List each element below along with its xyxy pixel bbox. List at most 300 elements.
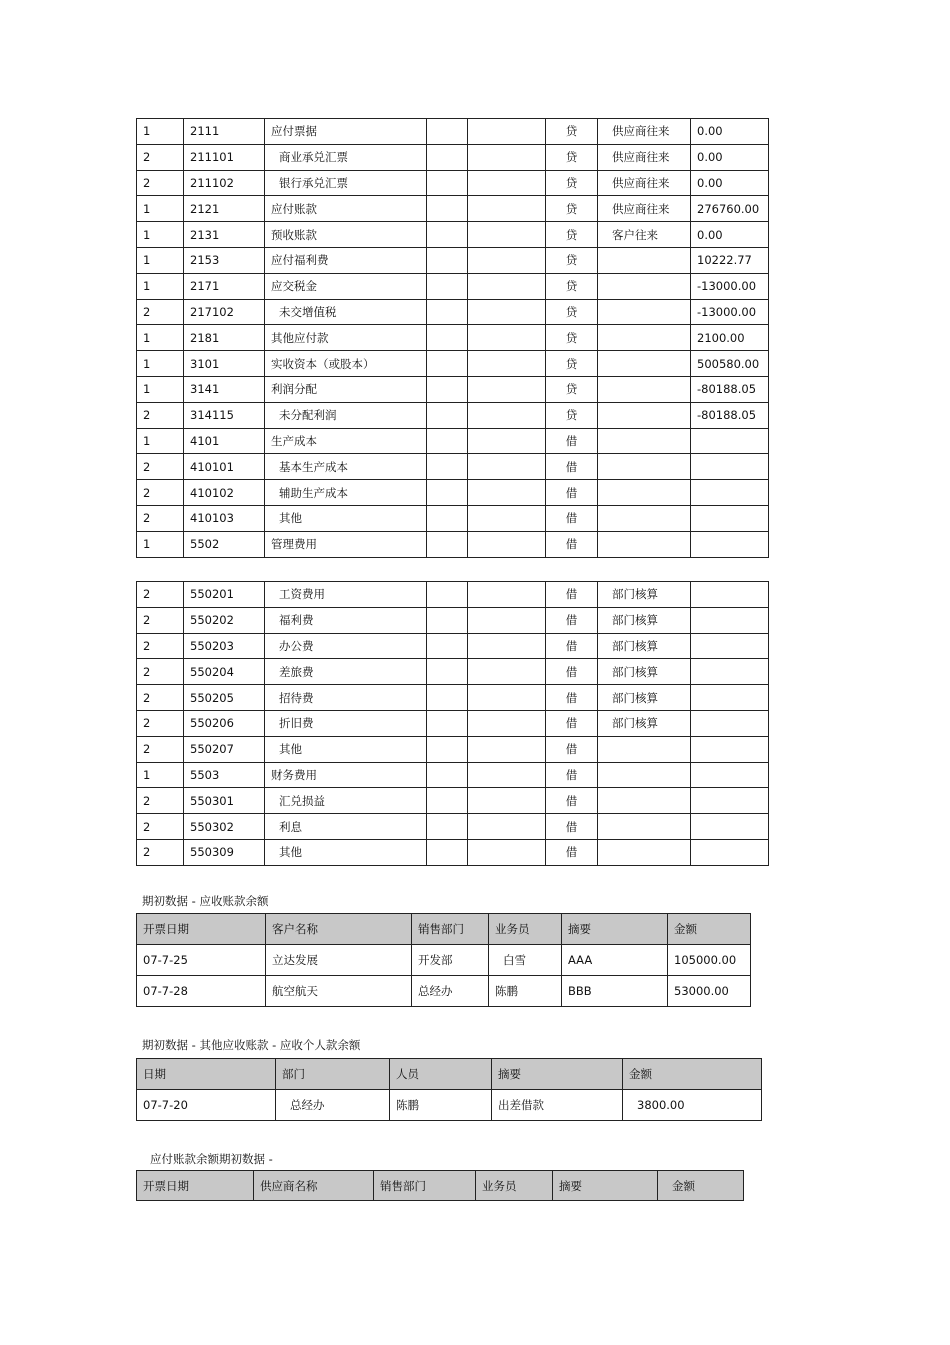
balance-cell: 276760.00 [691, 196, 769, 222]
code-cell: 550301 [184, 788, 265, 814]
code-cell: 410102 [184, 480, 265, 506]
balance-cell: 0.00 [691, 170, 769, 196]
code-cell: 550204 [184, 659, 265, 685]
name-cell: 实收资本（或股本） [265, 351, 427, 377]
empty-cell [427, 351, 468, 377]
direction-cell: 贷 [546, 119, 598, 145]
empty-cell [468, 505, 546, 531]
balance-cell [691, 736, 769, 762]
empty-cell [427, 376, 468, 402]
summary-cell: 出差借款 [492, 1090, 623, 1121]
empty-cell [468, 736, 546, 762]
salesperson-cell: 白雪 [489, 945, 562, 976]
date-cell: 07-7-25 [137, 945, 266, 976]
aux-cell: 供应商往来 [598, 170, 691, 196]
aux-cell: 部门核算 [598, 659, 691, 685]
empty-cell [427, 119, 468, 145]
aux-cell [598, 736, 691, 762]
header-cell: 人员 [390, 1059, 492, 1090]
other-receivable-caption: 期初数据 - 其他应收账款 - 应收个人款余额 [142, 1038, 361, 1052]
balance-cell: 0.00 [691, 119, 769, 145]
balance-cell [691, 839, 769, 865]
direction-cell: 借 [546, 814, 598, 840]
empty-cell [468, 247, 546, 273]
aux-cell: 部门核算 [598, 710, 691, 736]
name-cell: 管理费用 [265, 531, 427, 557]
direction-cell: 借 [546, 685, 598, 711]
balance-cell [691, 633, 769, 659]
balance-cell [691, 505, 769, 531]
table-row [137, 633, 769, 659]
aux-cell [598, 299, 691, 325]
aux-cell [598, 839, 691, 865]
table-row [137, 325, 769, 351]
name-cell: 利润分配 [265, 376, 427, 402]
direction-cell: 贷 [546, 247, 598, 273]
name-cell: 其他 [265, 736, 427, 762]
direction-cell: 贷 [546, 376, 598, 402]
other-receivable-header-row [137, 1059, 762, 1090]
header-cell: 金额 [623, 1059, 762, 1090]
name-cell: 应付账款 [265, 196, 427, 222]
code-cell: 550309 [184, 839, 265, 865]
name-cell: 财务费用 [265, 762, 427, 788]
balance-cell [691, 710, 769, 736]
table-row [137, 710, 769, 736]
table-row [137, 222, 769, 248]
code-cell: 5502 [184, 531, 265, 557]
balance-cell: -13000.00 [691, 299, 769, 325]
header-cell: 开票日期 [137, 1171, 254, 1201]
name-cell: 应付福利费 [265, 247, 427, 273]
level-cell: 1 [137, 376, 184, 402]
aux-cell [598, 402, 691, 428]
empty-cell [427, 839, 468, 865]
empty-cell [427, 788, 468, 814]
empty-cell [427, 531, 468, 557]
empty-cell [427, 582, 468, 608]
header-cell: 客户名称 [266, 914, 412, 945]
name-cell: 商业承兑汇票 [265, 144, 427, 170]
department-cell: 开发部 [412, 945, 489, 976]
direction-cell: 借 [546, 531, 598, 557]
direction-cell: 借 [546, 505, 598, 531]
header-cell: 销售部门 [412, 914, 489, 945]
amount-cell: 105000.00 [668, 945, 751, 976]
table-row [137, 299, 769, 325]
other-receivable-table [136, 1058, 762, 1121]
receivable-header-row [137, 914, 751, 945]
balance-cell [691, 531, 769, 557]
balance-cell [691, 428, 769, 454]
level-cell: 1 [137, 247, 184, 273]
direction-cell: 借 [546, 454, 598, 480]
table-row [137, 196, 769, 222]
level-cell: 1 [137, 762, 184, 788]
name-cell: 招待费 [265, 685, 427, 711]
table-row [137, 402, 769, 428]
receivable-table [136, 913, 751, 1007]
header-cell: 摘要 [562, 914, 668, 945]
level-cell: 2 [137, 839, 184, 865]
payable-header-row [137, 1171, 744, 1201]
level-cell: 2 [137, 788, 184, 814]
payable-table [136, 1170, 744, 1201]
balance-cell [691, 685, 769, 711]
name-cell: 福利费 [265, 607, 427, 633]
level-cell: 2 [137, 814, 184, 840]
name-cell: 生产成本 [265, 428, 427, 454]
aux-cell: 供应商往来 [598, 196, 691, 222]
direction-cell: 贷 [546, 273, 598, 299]
name-cell: 辅助生产成本 [265, 480, 427, 506]
level-cell: 2 [137, 736, 184, 762]
table-row [137, 976, 751, 1007]
aux-cell [598, 325, 691, 351]
empty-cell [427, 607, 468, 633]
aux-cell: 供应商往来 [598, 144, 691, 170]
code-cell: 550302 [184, 814, 265, 840]
level-cell: 2 [137, 454, 184, 480]
empty-cell [427, 196, 468, 222]
direction-cell: 借 [546, 839, 598, 865]
balance-cell: -80188.05 [691, 376, 769, 402]
direction-cell: 贷 [546, 325, 598, 351]
aux-cell [598, 788, 691, 814]
direction-cell: 借 [546, 428, 598, 454]
empty-cell [468, 376, 546, 402]
code-cell: 550201 [184, 582, 265, 608]
empty-cell [427, 736, 468, 762]
receivable-caption: 期初数据 - 应收账款余额 [142, 894, 269, 908]
empty-cell [468, 710, 546, 736]
empty-cell [468, 454, 546, 480]
amount-cell: 3800.00 [623, 1090, 762, 1121]
name-cell: 其他 [265, 839, 427, 865]
header-cell: 业务员 [476, 1171, 553, 1201]
direction-cell: 借 [546, 607, 598, 633]
level-cell: 1 [137, 325, 184, 351]
empty-cell [427, 480, 468, 506]
date-cell: 07-7-28 [137, 976, 266, 1007]
direction-cell: 借 [546, 480, 598, 506]
balance-cell [691, 607, 769, 633]
name-cell: 其他应付款 [265, 325, 427, 351]
header-cell: 日期 [137, 1059, 276, 1090]
table-row [137, 685, 769, 711]
summary-cell: BBB [562, 976, 668, 1007]
name-cell: 工资费用 [265, 582, 427, 608]
level-cell: 2 [137, 582, 184, 608]
code-cell: 550203 [184, 633, 265, 659]
name-cell: 利息 [265, 814, 427, 840]
customer-cell: 立达发展 [266, 945, 412, 976]
level-cell: 2 [137, 402, 184, 428]
empty-cell [468, 428, 546, 454]
code-cell: 3141 [184, 376, 265, 402]
empty-cell [427, 633, 468, 659]
direction-cell: 贷 [546, 170, 598, 196]
table-row [137, 607, 769, 633]
code-cell: 550202 [184, 607, 265, 633]
table-row [137, 376, 769, 402]
level-cell: 1 [137, 222, 184, 248]
empty-cell [468, 144, 546, 170]
aux-cell: 部门核算 [598, 607, 691, 633]
header-cell: 供应商名称 [254, 1171, 374, 1201]
empty-cell [468, 299, 546, 325]
subject-table-top [136, 118, 769, 558]
aux-cell: 客户往来 [598, 222, 691, 248]
table-row [137, 247, 769, 273]
level-cell: 2 [137, 299, 184, 325]
empty-cell [427, 659, 468, 685]
aux-cell: 供应商往来 [598, 119, 691, 145]
name-cell: 应交税金 [265, 273, 427, 299]
aux-cell [598, 480, 691, 506]
code-cell: 2171 [184, 273, 265, 299]
aux-cell [598, 454, 691, 480]
date-cell: 07-7-20 [137, 1090, 276, 1121]
aux-cell [598, 814, 691, 840]
empty-cell [427, 170, 468, 196]
aux-cell [598, 505, 691, 531]
table-row [137, 428, 769, 454]
empty-cell [468, 788, 546, 814]
code-cell: 2131 [184, 222, 265, 248]
level-cell: 2 [137, 659, 184, 685]
level-cell: 2 [137, 710, 184, 736]
empty-cell [427, 505, 468, 531]
aux-cell [598, 247, 691, 273]
empty-cell [427, 710, 468, 736]
balance-cell: 500580.00 [691, 351, 769, 377]
empty-cell [468, 659, 546, 685]
name-cell: 折旧费 [265, 710, 427, 736]
balance-cell: 2100.00 [691, 325, 769, 351]
code-cell: 4101 [184, 428, 265, 454]
amount-cell: 53000.00 [668, 976, 751, 1007]
customer-cell: 航空航天 [266, 976, 412, 1007]
direction-cell: 借 [546, 736, 598, 762]
empty-cell [427, 685, 468, 711]
header-cell: 摘要 [492, 1059, 623, 1090]
balance-cell: 10222.77 [691, 247, 769, 273]
empty-cell [468, 839, 546, 865]
payable-caption: 应付账款余额期初数据 - [150, 1152, 273, 1166]
empty-cell [427, 428, 468, 454]
empty-cell [427, 144, 468, 170]
department-cell: 总经办 [412, 976, 489, 1007]
empty-cell [427, 454, 468, 480]
empty-cell [468, 196, 546, 222]
table-row [137, 762, 769, 788]
empty-cell [468, 685, 546, 711]
level-cell: 2 [137, 480, 184, 506]
level-cell: 1 [137, 196, 184, 222]
empty-cell [468, 814, 546, 840]
balance-cell [691, 814, 769, 840]
code-cell: 217102 [184, 299, 265, 325]
table-row [137, 119, 769, 145]
table-row [137, 505, 769, 531]
aux-cell: 部门核算 [598, 582, 691, 608]
empty-cell [468, 222, 546, 248]
name-cell: 应付票据 [265, 119, 427, 145]
table-row [137, 351, 769, 377]
name-cell: 未交增值税 [265, 299, 427, 325]
aux-cell [598, 351, 691, 377]
direction-cell: 借 [546, 659, 598, 685]
aux-cell [598, 273, 691, 299]
code-cell: 5503 [184, 762, 265, 788]
empty-cell [468, 607, 546, 633]
subject-rows-top [137, 119, 769, 558]
header-cell: 业务员 [489, 914, 562, 945]
salesperson-cell: 陈鹏 [489, 976, 562, 1007]
direction-cell: 贷 [546, 402, 598, 428]
name-cell: 差旅费 [265, 659, 427, 685]
code-cell: 550205 [184, 685, 265, 711]
level-cell: 1 [137, 428, 184, 454]
level-cell: 1 [137, 531, 184, 557]
code-cell: 211102 [184, 170, 265, 196]
header-cell: 金额 [658, 1171, 744, 1201]
empty-cell [468, 119, 546, 145]
name-cell: 办公费 [265, 633, 427, 659]
direction-cell: 贷 [546, 351, 598, 377]
empty-cell [468, 480, 546, 506]
table-row [137, 814, 769, 840]
empty-cell [427, 273, 468, 299]
direction-cell: 贷 [546, 144, 598, 170]
name-cell: 基本生产成本 [265, 454, 427, 480]
code-cell: 2181 [184, 325, 265, 351]
aux-cell [598, 376, 691, 402]
code-cell: 2121 [184, 196, 265, 222]
level-cell: 1 [137, 273, 184, 299]
code-cell: 211101 [184, 144, 265, 170]
empty-cell [427, 222, 468, 248]
table-row [137, 839, 769, 865]
level-cell: 2 [137, 144, 184, 170]
header-cell: 部门 [276, 1059, 390, 1090]
balance-cell: -13000.00 [691, 273, 769, 299]
summary-cell: AAA [562, 945, 668, 976]
code-cell: 410103 [184, 505, 265, 531]
level-cell: 2 [137, 633, 184, 659]
balance-cell: -80188.05 [691, 402, 769, 428]
table-row [137, 582, 769, 608]
table-row [137, 531, 769, 557]
name-cell: 预收账款 [265, 222, 427, 248]
table-row [137, 170, 769, 196]
code-cell: 2111 [184, 119, 265, 145]
code-cell: 410101 [184, 454, 265, 480]
code-cell: 3101 [184, 351, 265, 377]
table-row [137, 144, 769, 170]
name-cell: 其他 [265, 505, 427, 531]
level-cell: 2 [137, 685, 184, 711]
name-cell: 未分配利润 [265, 402, 427, 428]
table-row [137, 659, 769, 685]
subject-table-bottom [136, 581, 769, 866]
balance-cell [691, 659, 769, 685]
table-row [137, 454, 769, 480]
empty-cell [468, 402, 546, 428]
level-cell: 2 [137, 170, 184, 196]
table-row [137, 480, 769, 506]
direction-cell: 贷 [546, 222, 598, 248]
empty-cell [468, 633, 546, 659]
code-cell: 2153 [184, 247, 265, 273]
level-cell: 2 [137, 607, 184, 633]
person-cell: 陈鹏 [390, 1090, 492, 1121]
aux-cell: 部门核算 [598, 633, 691, 659]
direction-cell: 贷 [546, 196, 598, 222]
balance-cell [691, 582, 769, 608]
empty-cell [427, 402, 468, 428]
name-cell: 汇兑损益 [265, 788, 427, 814]
empty-cell [427, 299, 468, 325]
aux-cell: 部门核算 [598, 685, 691, 711]
direction-cell: 借 [546, 788, 598, 814]
header-cell: 开票日期 [137, 914, 266, 945]
header-cell: 金额 [668, 914, 751, 945]
table-row [137, 945, 751, 976]
subject-rows-bottom [137, 582, 769, 866]
aux-cell [598, 531, 691, 557]
empty-cell [468, 762, 546, 788]
direction-cell: 借 [546, 633, 598, 659]
empty-cell [468, 531, 546, 557]
header-cell: 销售部门 [374, 1171, 476, 1201]
direction-cell: 贷 [546, 299, 598, 325]
table-row [137, 1090, 762, 1121]
direction-cell: 借 [546, 582, 598, 608]
empty-cell [468, 170, 546, 196]
empty-cell [427, 325, 468, 351]
balance-cell [691, 762, 769, 788]
balance-cell: 0.00 [691, 144, 769, 170]
direction-cell: 借 [546, 710, 598, 736]
empty-cell [468, 582, 546, 608]
balance-cell [691, 454, 769, 480]
level-cell: 2 [137, 505, 184, 531]
code-cell: 550206 [184, 710, 265, 736]
table-row [137, 273, 769, 299]
aux-cell [598, 428, 691, 454]
empty-cell [468, 325, 546, 351]
level-cell: 1 [137, 119, 184, 145]
aux-cell [598, 762, 691, 788]
table-row [137, 788, 769, 814]
balance-cell [691, 480, 769, 506]
direction-cell: 借 [546, 762, 598, 788]
empty-cell [427, 814, 468, 840]
empty-cell [468, 351, 546, 377]
name-cell: 银行承兑汇票 [265, 170, 427, 196]
code-cell: 550207 [184, 736, 265, 762]
header-cell: 摘要 [553, 1171, 658, 1201]
balance-cell [691, 788, 769, 814]
empty-cell [427, 762, 468, 788]
level-cell: 1 [137, 351, 184, 377]
department-cell: 总经办 [276, 1090, 390, 1121]
table-row [137, 736, 769, 762]
empty-cell [427, 247, 468, 273]
code-cell: 314115 [184, 402, 265, 428]
